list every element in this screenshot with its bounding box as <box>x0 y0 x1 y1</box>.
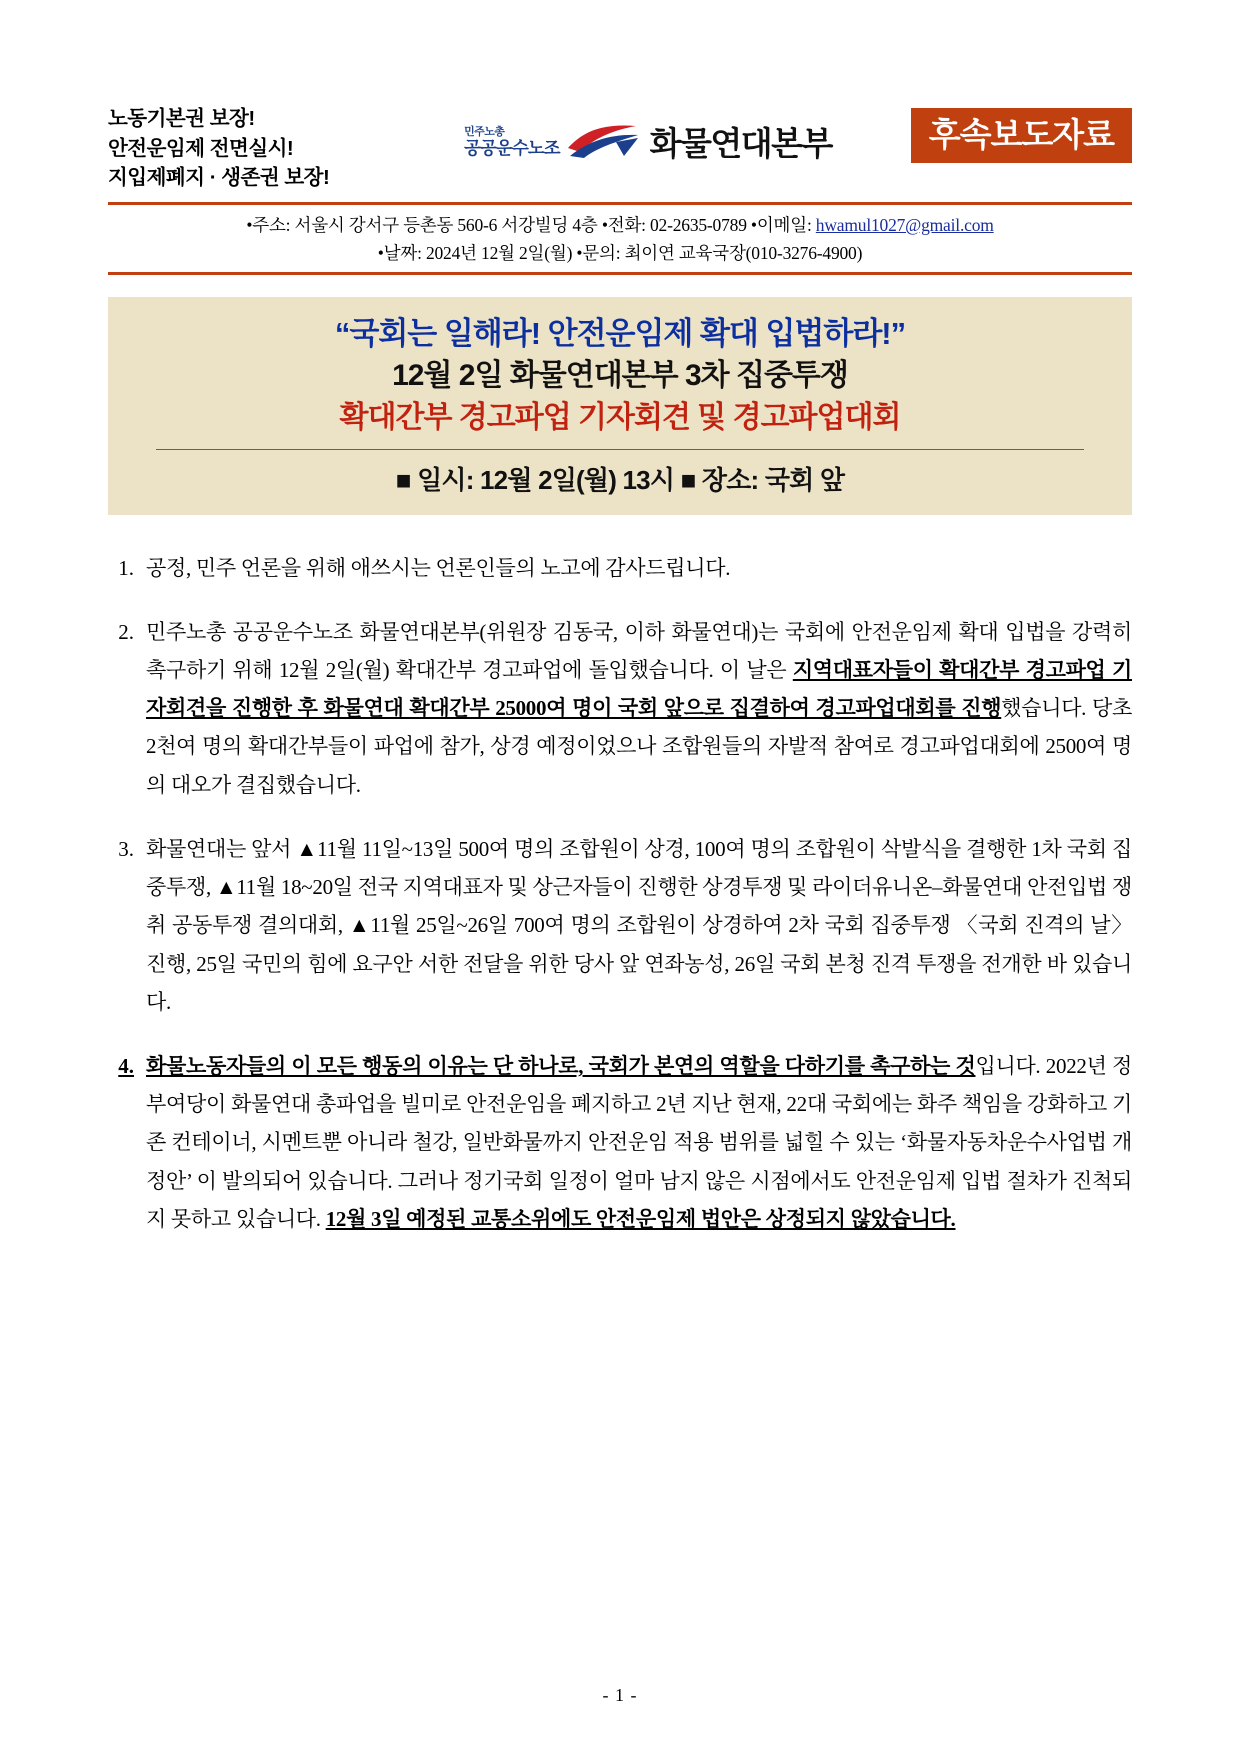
title-subevent: 확대간부 경고파업 기자회견 및 경고파업대회 <box>339 400 901 434</box>
contact-line-1 <box>108 211 1132 239</box>
title-datetime-place: ■ 일시: 12월 2일(월) 13시 ■ 장소: 국회 앞 <box>395 464 845 495</box>
slogan-line-2: 안전운임제 전면실시! <box>108 136 294 160</box>
list-item-text: 민주노총 공공운수노조 화물연대본부(위원장 김동국, 이하 화물연대)는 국회에 안전운임제 확대 입법을 강력히 촉구하기 위해 12월 2일(월) 확대간부 경고파업에 돌입했습니다. 이 날은 지역대표자들이 확대간부 경고파업 기자회견을 진행한 후 화물연대 확대간부 25000여 명이 국회 앞으로 집결하여 경고파업대회를 진행했습니다. 당초 2천여 명의 확대간부들이 파업에 참가, 상경 예정이었으나 조합원들의 자발적 참여로 경고파업대회에 2500여 명의 대오가 결집했습니다. <box>146 619 1133 797</box>
swoosh-icon <box>566 122 640 162</box>
list-item-text: 화물노동자들의 이 모든 행동의 이유는 단 하나로, 국회가 본연의 역할을 다하기를 촉구하는 것입니다. 2022년 정부여당이 화물연대 총파업을 빌미로 안전운임을 폐지하고 2년 지난 현재, 22대 국회에는 화주 책임을 강화하고 기존 컨테이너, 시멘트뿐 아니라 철강, 일반화물까지 안전운임 적용 범위를 넓힐 수 있는 ‘화물자동차운수사업법 개정안’ 이 발의되어 있습니다. 그러나 정기국회 일정이 얼마 남지 않은 시점에서도 안전운임제 입법 절차가 진척되지 못하고 있습니다. 12월 3일 예정된 교통소위에도 안전운임제 법안은 상정되지 않았습니다. <box>146 1053 1132 1231</box>
list-item-number: 1. <box>118 555 134 580</box>
page-number: - 1 - <box>602 1685 638 1705</box>
list-item-text: 화물연대는 앞서 ▲11월 11일~13일 500여 명의 조합원이 상경, 100여 명의 조합원이 삭발식을 결행한 1차 국회 집중투쟁, ▲11월 18~20일 전국 지역대표자 및 상근자들이 진행한 상경투쟁 및 라이더유니온–화물연대 안전입법 쟁취 공동투쟁 결의대회, ▲11월 25일~26일 700여 명의 조합원이 상경하여 2차 국회 집중투쟁 〈국회 진격의 날〉 진행, 25일 국민의 힘에 요구안 서한 전달을 위한 당사 앞 연좌농성, 26일 국회 본청 진격 투쟁을 전개한 바 있습니다. <box>146 836 1132 1014</box>
list-item-number: 2. <box>118 619 134 644</box>
list-item <box>108 830 1132 1021</box>
slogan-block <box>108 100 329 193</box>
status-badge: 후속보도자료 <box>911 108 1132 163</box>
union-mark-small: 민주노총 <box>464 125 505 138</box>
title-quote: “국회는 일해라! 안전운임제 확대 입법하라!” <box>334 315 906 351</box>
organization-logo <box>464 100 832 165</box>
list-item-text: 공정, 민주 언론을 위해 애쓰시는 언론인들의 노고에 감사드립니다. <box>146 555 731 580</box>
slogan-line-3: 지입제폐지 · 생존권 보장! <box>108 166 330 190</box>
list-item <box>108 549 1132 587</box>
contact-info <box>108 205 1132 272</box>
title-event: 12월 2일 화물연대본부 3차 집중투쟁 <box>392 358 848 392</box>
list-item-number: 3. <box>118 836 134 861</box>
document-header <box>108 100 1132 196</box>
brand-name: 화물연대본부 <box>649 125 832 162</box>
list-item <box>108 1047 1132 1238</box>
title-box <box>108 297 1132 515</box>
email-link[interactable]: hwamul1027@gmail.com <box>815 215 994 235</box>
contact-line-2: •날짜: 2024년 12월 2일(월) •문의: 최이연 교육국장(010-3276-4900) <box>377 243 863 264</box>
list-item <box>108 613 1132 804</box>
list-item-number: 4. <box>118 1053 134 1078</box>
union-wordmark <box>464 126 559 157</box>
contact-address-phone: •주소: 서울시 강서구 등촌동 560-6 서강빌딩 4층 •전화: 02-2635-0789 •이메일: <box>246 215 816 235</box>
union-mark-big: 공공운수노조 <box>464 137 560 158</box>
slogan-line-1: 노동기본권 보장! <box>108 107 255 130</box>
divider-bottom <box>108 272 1132 275</box>
title-divider <box>156 449 1084 450</box>
document-body <box>108 549 1132 1239</box>
